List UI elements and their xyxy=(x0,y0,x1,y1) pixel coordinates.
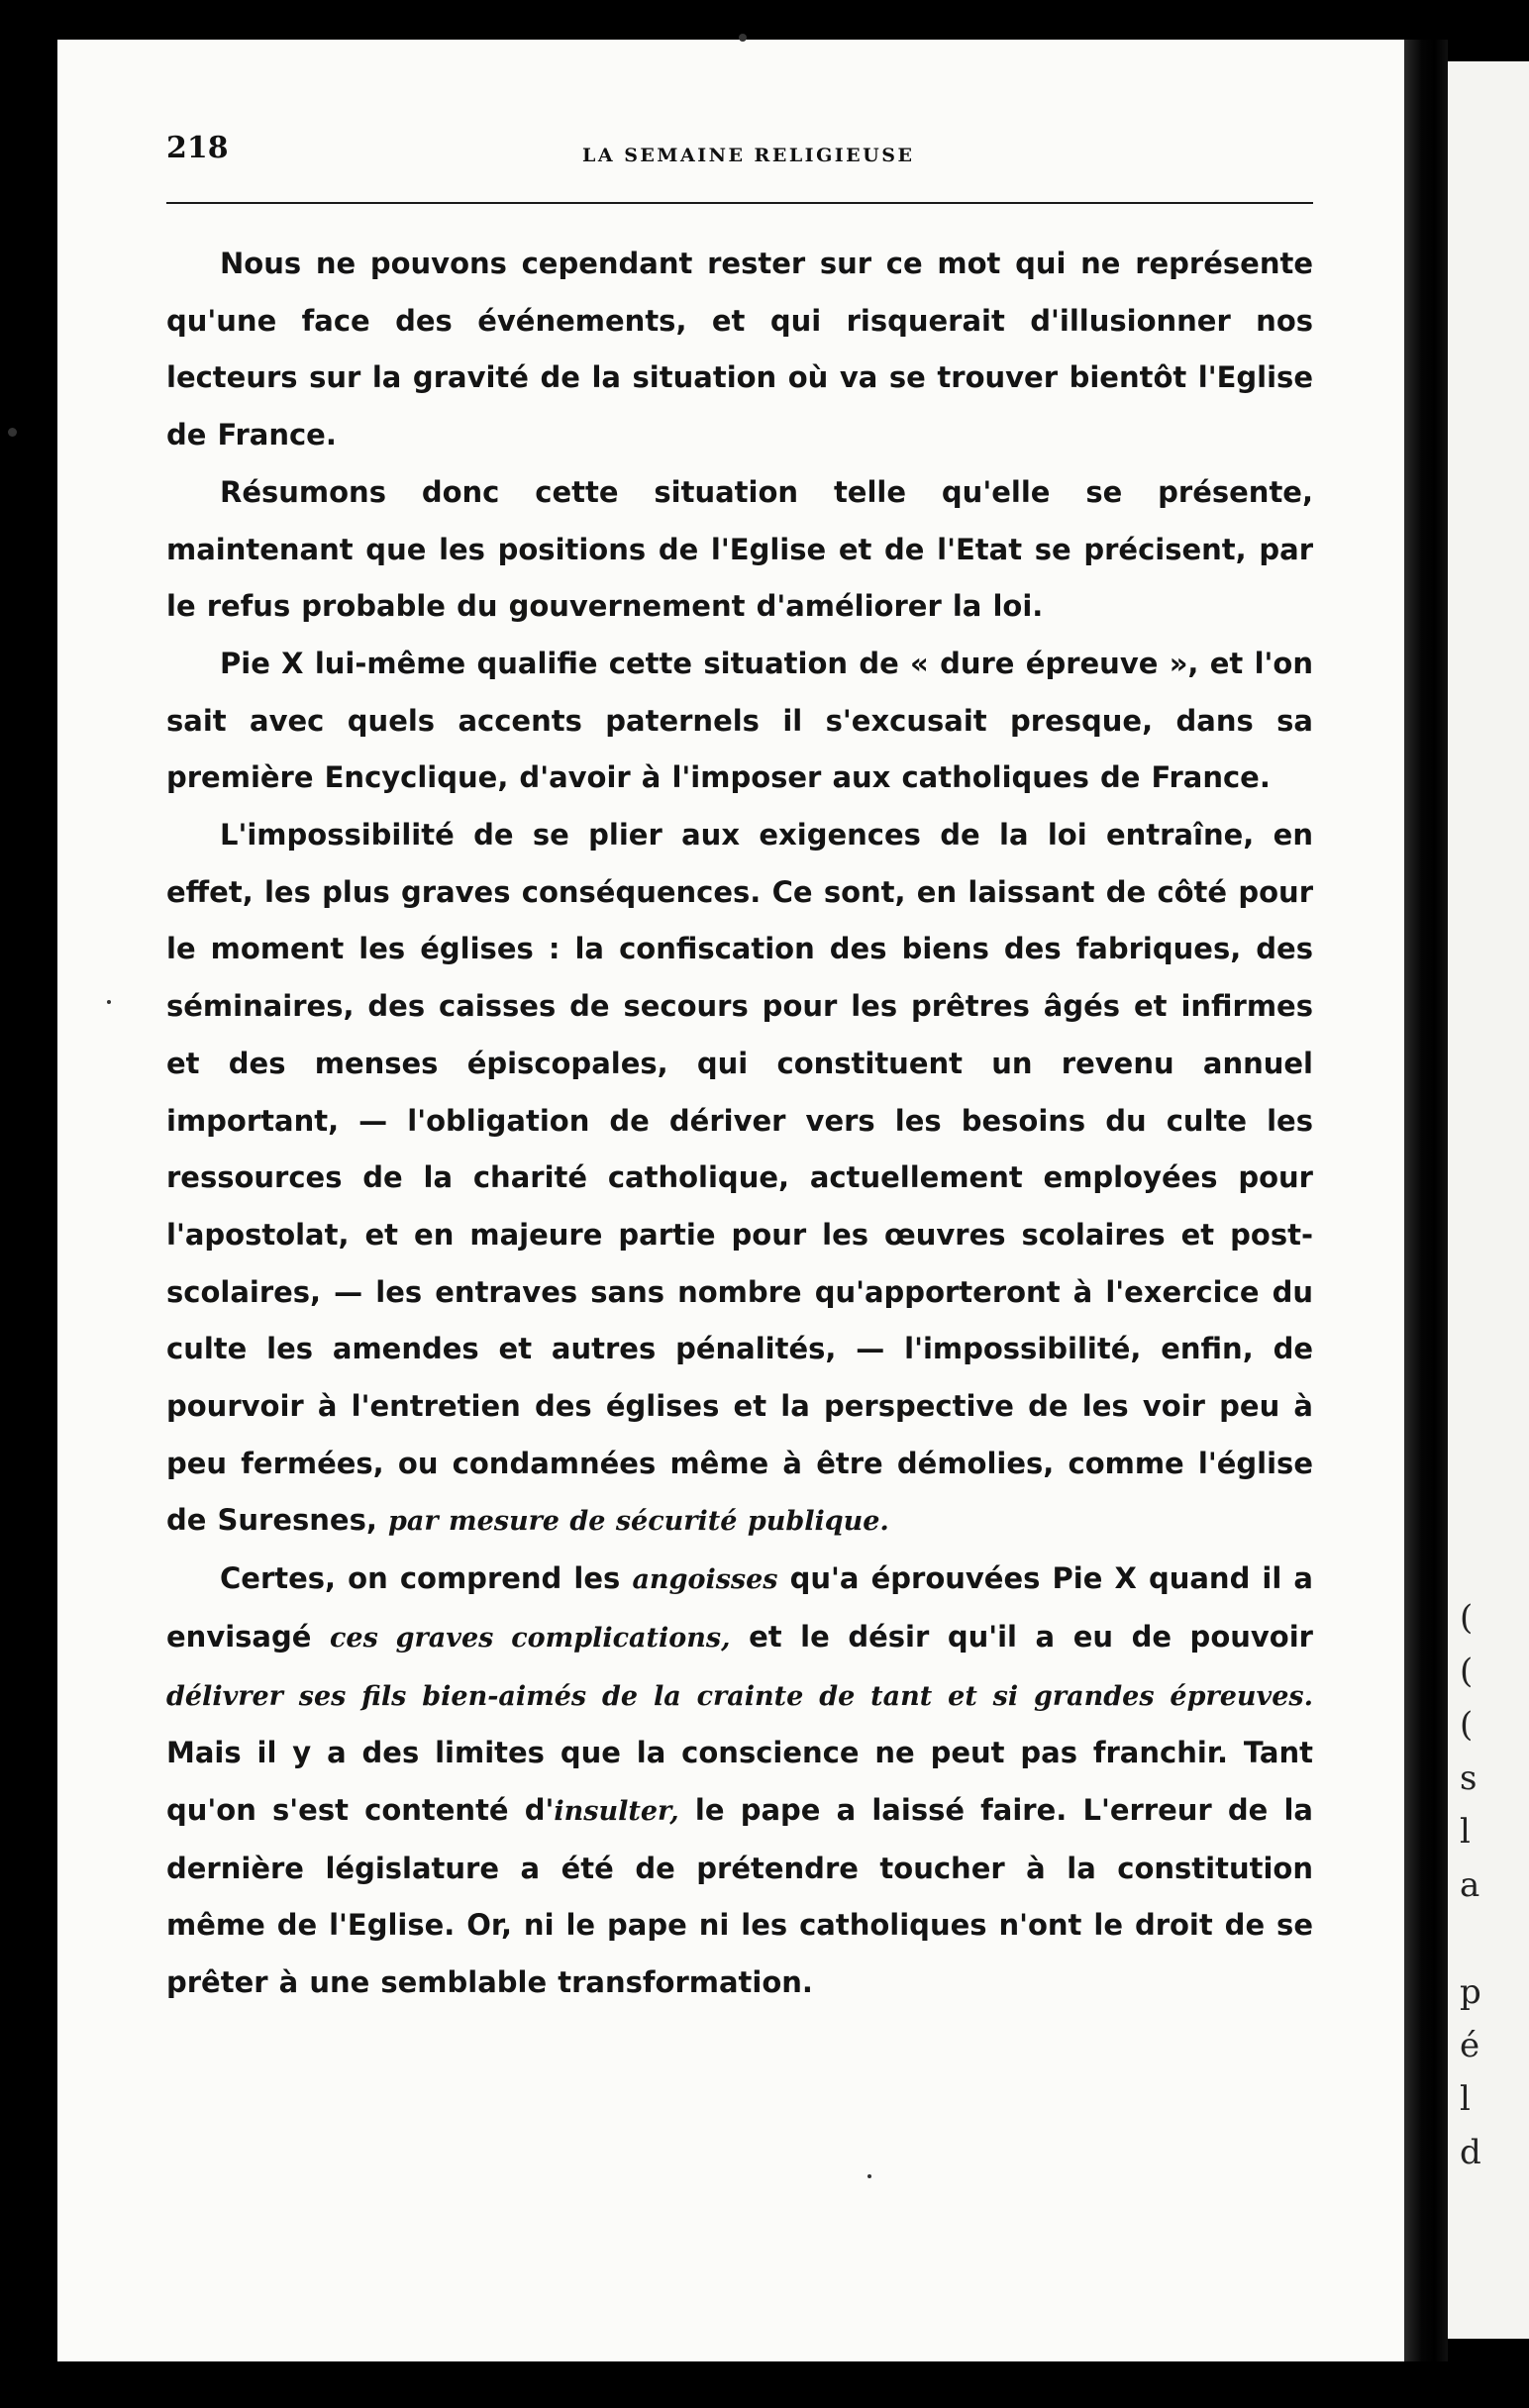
italic-phrase: angoisses xyxy=(632,1564,778,1596)
next-page-edge xyxy=(1448,61,1529,2339)
italic-phrase: ces graves complications, xyxy=(329,1622,731,1654)
next-page-edge-letters: ( ( ( s l a p é l d xyxy=(1460,1598,1481,2172)
scan-speck xyxy=(867,2174,871,2178)
page-number: 218 xyxy=(166,131,229,165)
header-rule xyxy=(166,202,1313,204)
italic-phrase: délivrer ses fils bien-aimés de la crainte de tant et si grandes épreuves. xyxy=(166,1680,1313,1712)
scan-speck xyxy=(739,34,747,42)
journal-title: LA SEMAINE RELIGIEUSE xyxy=(582,145,915,166)
italic-phrase: insulter, xyxy=(554,1795,679,1827)
paragraph-1: Nous ne pouvons cependant rester sur ce mot qui ne représente qu'une face des événements, et qui risquerait d'illusionner nos lecteurs sur la gravité de la situation où va se trouver bientôt l'Eglise de France. xyxy=(166,247,1313,452)
italic-phrase: par mesure de sécurité publique. xyxy=(388,1506,889,1538)
scan-speck xyxy=(8,428,17,437)
running-head xyxy=(166,87,1317,176)
scan-speck xyxy=(107,1000,111,1004)
paragraph-2: Résumons donc cette situation telle qu'elle se présente, maintenant que les positions de l'Eglise et de l'Etat se précisent, par le refus probable du gouvernement d'améliorer la loi. xyxy=(166,474,1313,624)
page-gutter xyxy=(1404,40,1448,2361)
paragraph-4: L'impossibilité de se plier aux exigences de la loi entraîne, en effet, les plus graves conséquences. Ce sont, en laissant de côté pour le moment les églises : la confiscation des biens des fabriques, des séminaires, des caisses de secours pour les prêtres âgés et infirmes et des menses épiscopales, qui constituent un revenu annuel important, — l'obligation de dériver vers les besoins du culte les ressources de la charité catholique, actuellement employées pour l'apostolat, et en majeure partie pour les œuvres scolaires et post-scolaires, — les entraves sans nombre qu'apporteront à l'exercice du culte les amendes et autres pénalités, — l'impossibilité, enfin, de pourvoir à l'entretien des églises et la perspective de les voir peu à peu fermées, ou condamnées même à être démolies, comme l'église de Suresnes, par mesure de sécurité publique. xyxy=(166,818,1313,1538)
paragraph-3: Pie X lui-même qualifie cette situation de « dure épreuve », et l'on sait avec quels accents paternels il s'excusait presque, dans sa première Encyclique, d'avoir à l'imposer aux catholiques de France. xyxy=(166,646,1313,795)
paragraph-5: Certes, on comprend les angoisses qu'a éprouvées Pie X quand il a envisagé ces graves complications, et le désir qu'il a eu de pouvoir délivrer ses fils bien-aimés de la crainte de tant et si grandes épreuves. Mais il y a des limites que la conscience ne peut pas franchir. Tant qu'on s'est contenté d'insulter, le pape a laissé faire. L'erreur de la dernière législature a été de prétendre toucher à la constitution même de l'Eglise. Or, ni le pape ni les catholiques n'ont le droit de se prêter à une semblable transformation. xyxy=(166,1561,1313,2000)
article-body xyxy=(166,236,1313,2012)
